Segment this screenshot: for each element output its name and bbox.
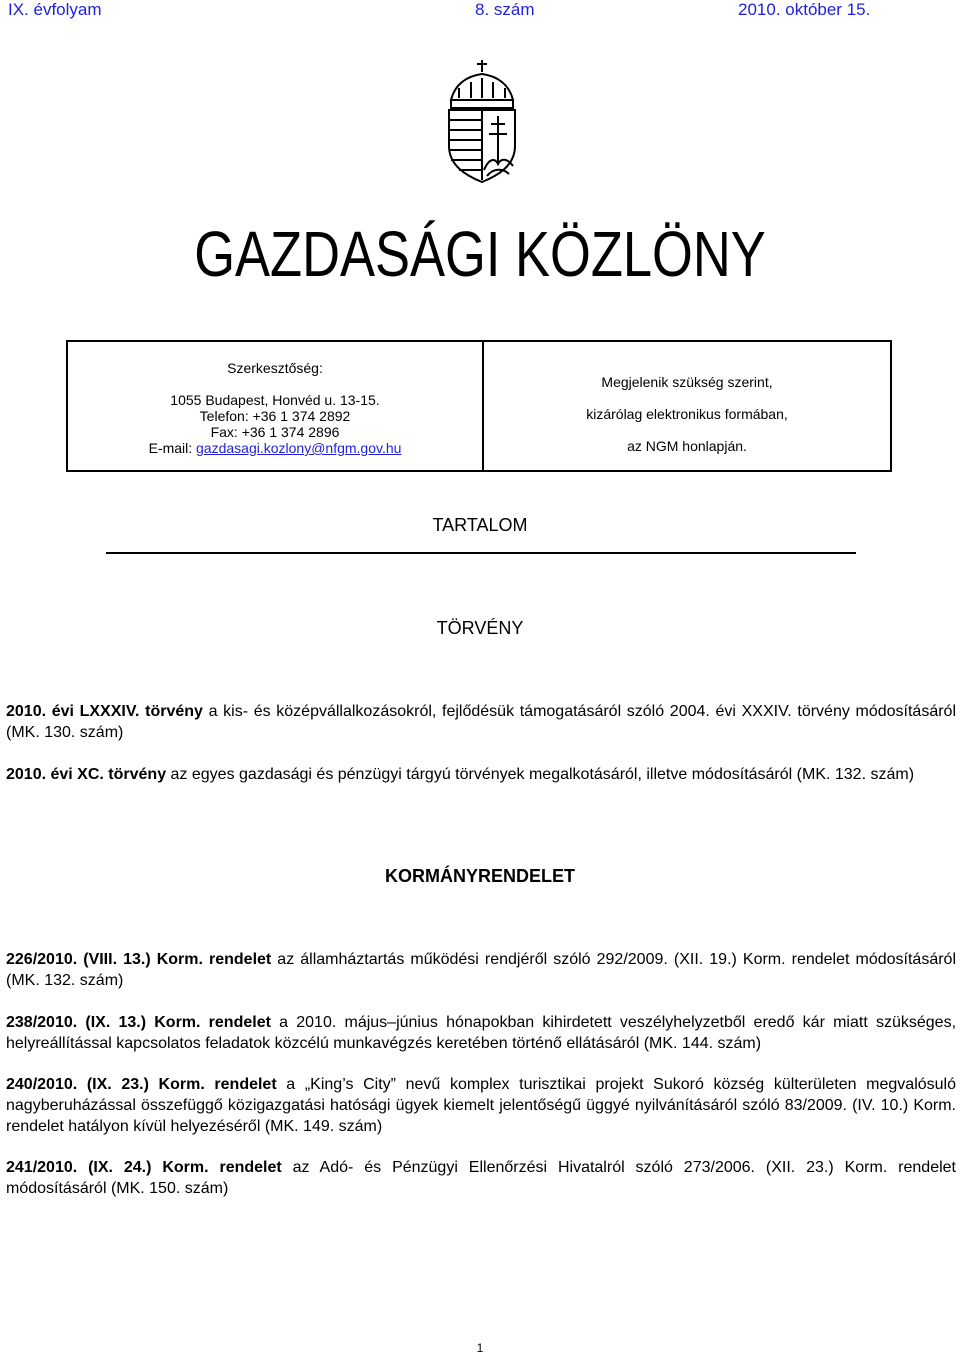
law-entry-title: 2010. évi LXXXIV. törvény — [6, 703, 203, 720]
date-label: 2010. október 15. — [738, 0, 871, 19]
coat-of-arms-emblem — [437, 58, 527, 184]
decree-entry-text: az államháztartás működési rendjéről szóló 292/2009. (XII. 19.) Korm. rendelet módosításáról (MK. 132. szám) — [6, 951, 957, 989]
publication-title: GAZDASÁGI KÖZLÖNY — [194, 218, 766, 290]
decree-entry-title: 241/2010. (IX. 24.) Korm. rendelet — [6, 1159, 282, 1176]
decree-entry — [6, 1012, 956, 1054]
decree-entry-text: a 2010. május–június hónapokban kihirdetett veszélyhelyzetből eredő kár miatt szükséges, helyreállítással kapcsolatos feladatok közcélú munkavégzés keretében történő ellátásáról (MK. 144. szám) — [6, 1014, 957, 1052]
contents-divider — [106, 552, 856, 554]
publication-info — [484, 342, 890, 470]
decree-entry-title: 240/2010. (IX. 23.) Korm. rendelet — [6, 1076, 277, 1093]
publication-info-line-2: kizárólag elektronikus formában, — [586, 406, 788, 422]
decree-entry — [6, 1074, 956, 1137]
decree-entry-title: 238/2010. (IX. 13.) Korm. rendelet — [6, 1014, 271, 1031]
editorial-heading: Szerkesztőség: — [227, 360, 323, 376]
law-entry-text: a kis- és középvállalkozásokról, fejlődésük támogatásáról szóló 2004. évi XXXIV. törvény módosításáról (MK. 130. szám) — [6, 703, 957, 741]
law-entry-title: 2010. évi XC. törvény — [6, 766, 167, 783]
section-heading-decree: KORMÁNYRENDELET — [384, 866, 575, 886]
volume-label: IX. évfolyam — [8, 0, 102, 19]
editorial-fax: Fax: +36 1 374 2896 — [210, 424, 340, 440]
editorial-address: 1055 Budapest, Honvéd u. 13-15. — [170, 392, 380, 408]
editorial-phone: Telefon: +36 1 374 2892 — [199, 408, 351, 424]
law-entry-text: az egyes gazdasági és pénzügyi tárgyú törvények megalkotásáról, illetve módosításáról (MK. 132. szám) — [166, 766, 915, 783]
decree-entry — [6, 949, 956, 991]
decree-entry — [6, 1157, 956, 1199]
law-entry — [6, 701, 956, 743]
editorial-email-line — [68, 440, 482, 456]
decree-entry-text: a „King’s City” nevű komplex turisztikai projekt Sukoró község külterületen megvalósuló nagyberuházással összefüggő közigazgatási hatósági ügyek kiemelt jelentőségű üggyé nyilvánításáról szóló 83/2009. (IV. 10.) Korm. rendelet hatályon kívül helyezéséről (MK. 149. szám) — [6, 1076, 957, 1135]
email-link[interactable]: gazdasagi.kozlony@nfgm.gov.hu — [196, 440, 402, 456]
section-heading-law: TÖRVÉNY — [436, 618, 524, 638]
publication-info-line-1: Megjelenik szükség szerint, — [601, 374, 773, 390]
decree-entry-title: 226/2010. (VIII. 13.) Korm. rendelet — [6, 951, 272, 968]
editorial-info — [68, 342, 484, 470]
email-label: E-mail: — [148, 440, 197, 456]
page-number: 1 — [476, 1341, 484, 1355]
law-entry — [6, 764, 956, 785]
decree-entry-text: az Adó- és Pénzügyi Ellenőrzési Hivatalról szóló 273/2006. (XII. 23.) Korm. rendelet módosításáról (MK. 150. szám) — [6, 1159, 957, 1197]
publication-info-line-3: az NGM honlapján. — [627, 438, 747, 454]
info-box — [66, 340, 892, 472]
contents-heading: TARTALOM — [432, 515, 528, 535]
issue-label: 8. szám — [475, 0, 535, 19]
